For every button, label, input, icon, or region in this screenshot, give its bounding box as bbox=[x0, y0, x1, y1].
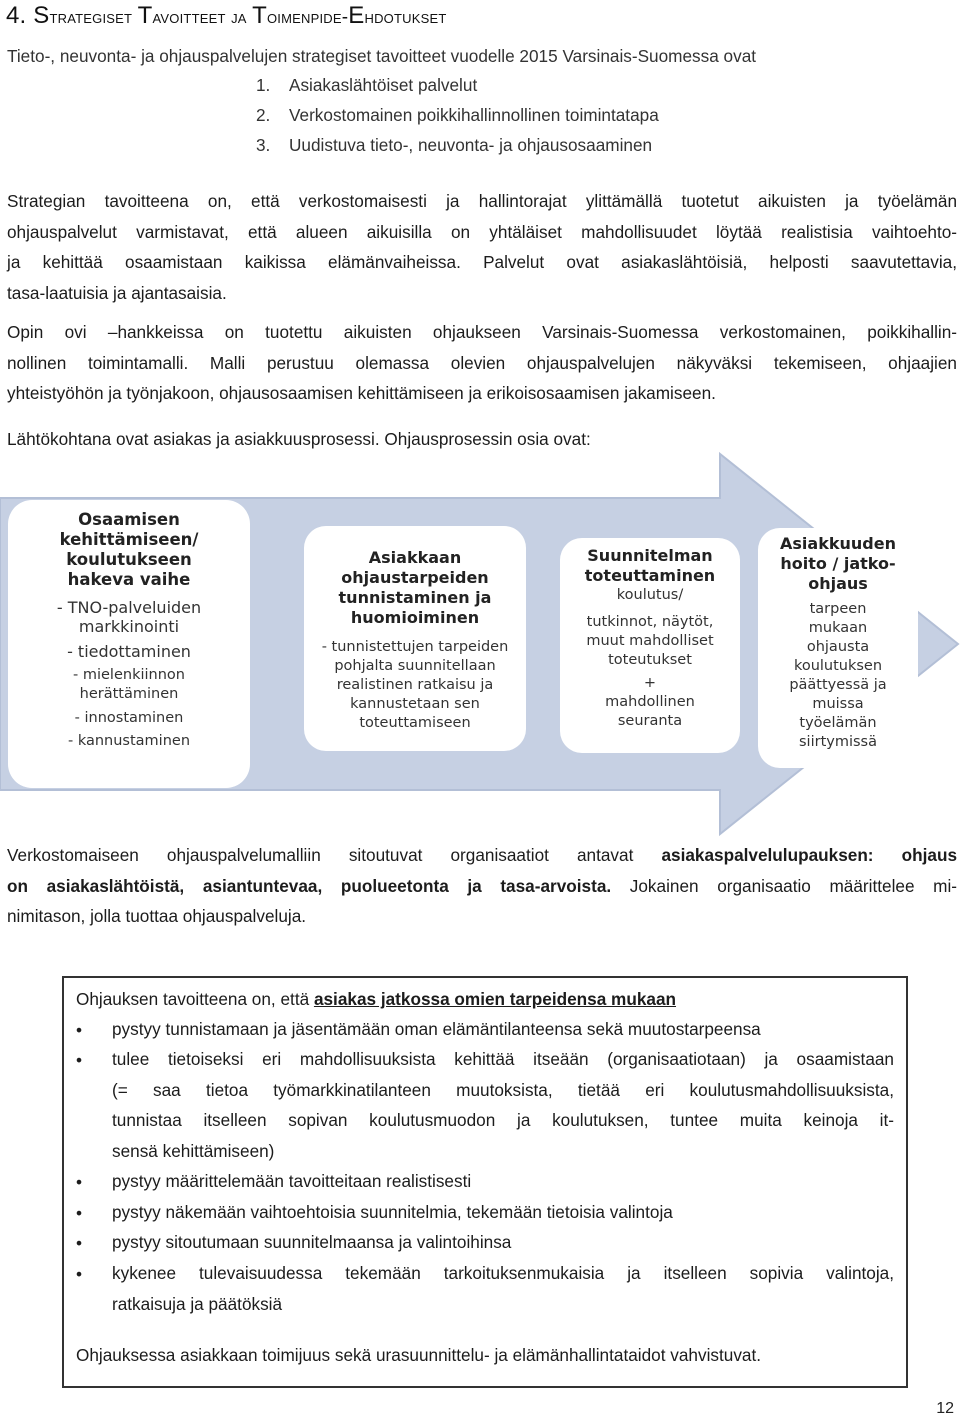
bullet-item-6: kykenee tulevaisuudessa tekemään tarkoituksenmukaisia ja itselleen sopivia valintoja, ratkaisuja ja päätöksiä bbox=[112, 1263, 894, 1314]
section-heading bbox=[6, 2, 446, 30]
frame-closing: Ohjauksessa asiakkaan toimijuus sekä urasuunnittelu- ja elämänhallintataidot vahvistuvat. bbox=[76, 1345, 762, 1365]
phase-2-heading: Asiakkaan ohjaustarpeiden tunnistaminen ja huomioiminen bbox=[338, 548, 492, 627]
bullet-icon: • bbox=[76, 1050, 83, 1070]
service-promise-paragraph: Verkostomaiseen ohjauspalvelumalliin sitoutuvat organisaatiot antavat asiakaspalvelulupauksen: ohjaus on asiakaslähtöistä, asiantuntevaa, puolueetonta ja tasa-arvoista. Jokainen organisaatio määrittelee mi- nimitason, jolla tuottaa ohjauspalveluja. bbox=[7, 845, 958, 926]
goal-item-3: 3. Uudistuva tieto-, neuvonta- ja ohjausosaaminen bbox=[256, 135, 653, 155]
bullet-icon: • bbox=[76, 1020, 83, 1040]
bullet-item-5: pystyy sitoutumaan suunnitelmaansa ja valintoihinsa bbox=[112, 1232, 512, 1252]
bullet-icon: • bbox=[76, 1203, 83, 1223]
model-paragraph: Opin ovi –hankkeissa on tuotettu aikuisten ohjaukseen Varsinais-Suomessa verkostomainen, poikkihallin- nollinen toimintamalli. Malli perustuu olemassa olevien ohjauspalvelujen näkyväksi tekemiseen, ohjaajien yhteistyöhön ja työnjakoon, ohjausosaamisen kehittämiseen ja erikoisosaamisen jakamiseen. bbox=[7, 322, 957, 403]
phase-2-items: - tunnistettujen tarpeiden pohjalta suunnitellaan realistinen ratkaisu ja kannustetaan sen toteuttamiseen bbox=[321, 639, 509, 731]
section-title: Strategiset Tavoitteet ja Toimenpide-Ehdotukset bbox=[33, 2, 447, 29]
bullet-item-3: pystyy määrittelemään tavoitteitaan realistisesti bbox=[112, 1171, 472, 1191]
intro-lead: Tieto-, neuvonta- ja ohjauspalvelujen strategiset tavoitteet vuodelle 2015 Varsinais-Suomessa ovat bbox=[7, 46, 757, 66]
bullet-item-4: pystyy näkemään vaihtoehtoisia suunnitelmia, tekemään tietoisia valintoja bbox=[112, 1202, 673, 1222]
phase-3-items: koulutus/ tutkinnot, näytöt, muut mahdolliset toteutukset + mahdollinen seuranta bbox=[586, 587, 714, 729]
bullet-icon: • bbox=[76, 1172, 83, 1192]
frame-intro: Ohjauksen tavoitteena on, että asiakas jatkossa omien tarpeidensa mukaan bbox=[76, 989, 677, 1009]
section-number: 4. bbox=[6, 2, 27, 29]
bullet-item-2: tulee tietoiseksi eri mahdollisuuksista kehittää itseään (organisaatiotaan) ja osaamistaan (= saa tietoa työmarkkinatilanteen muutoksista, tietää eri koulutusmahdollisuuksista, tunnistaa itselleen sopivan koulutusmuodon ja koulutuksen, tuntee muita keinoja it- sensä kehittämiseen) bbox=[112, 1049, 894, 1161]
phase-1-items: - TNO-palveluiden markkinointi - tiedottaminen - mielenkiinnon herättäminen - innostaminen - kannustaminen bbox=[56, 598, 202, 749]
phase-3-heading: Suunnitelman toteuttaminen bbox=[584, 546, 716, 585]
phase-box-2 bbox=[304, 526, 526, 751]
goal-item-1: 1. Asiakaslähtöiset palvelut bbox=[256, 75, 478, 95]
phase-4-items: tarpeen mukaan ohjausta koulutuksen päättyessä ja muissa työelämän siirtymissä bbox=[789, 601, 887, 750]
phase-box-3 bbox=[560, 538, 740, 753]
strategy-paragraph: Strategian tavoitteena on, että verkostomaisesti ja hallintorajat ylittämällä tuotetut aikuisten ja työelämän ohjauspalvelut varmistavat, että alueen aikuisilla on yhtäläiset mahdollisuudet löytää realistisia vaihtoehto- ja kehittää osaamistaan kaikissa elämänvaiheissa. Palvelut ovat asiakaslähtöisiä, helposti saavutettavia, tasa-laatuisia ja ajantasaisia. bbox=[7, 191, 957, 303]
process-intro: Lähtökohtana ovat asiakas ja asiakkuusprosessi. Ohjausprosessin osia ovat: bbox=[7, 429, 591, 449]
process-diagram bbox=[0, 448, 960, 840]
bullet-item-1: pystyy tunnistamaan ja jäsentämään oman elämäntilanteensa sekä muutostarpeensa bbox=[112, 1019, 761, 1039]
page-number: 12 bbox=[936, 1400, 954, 1417]
phase-1-heading: Osaamisen kehittämiseen/ koulutukseen hakeva vaihe bbox=[59, 510, 199, 589]
phase-box-4 bbox=[758, 528, 918, 768]
phase-box-1 bbox=[8, 500, 250, 788]
bullet-icon: • bbox=[76, 1233, 83, 1253]
phase-4-heading: Asiakkuuden hoito / jatko- ohjaus bbox=[780, 534, 896, 593]
bullet-icon: • bbox=[76, 1264, 83, 1284]
goal-item-2: 2. Verkostomainen poikkihallinnollinen toimintatapa bbox=[256, 105, 659, 125]
